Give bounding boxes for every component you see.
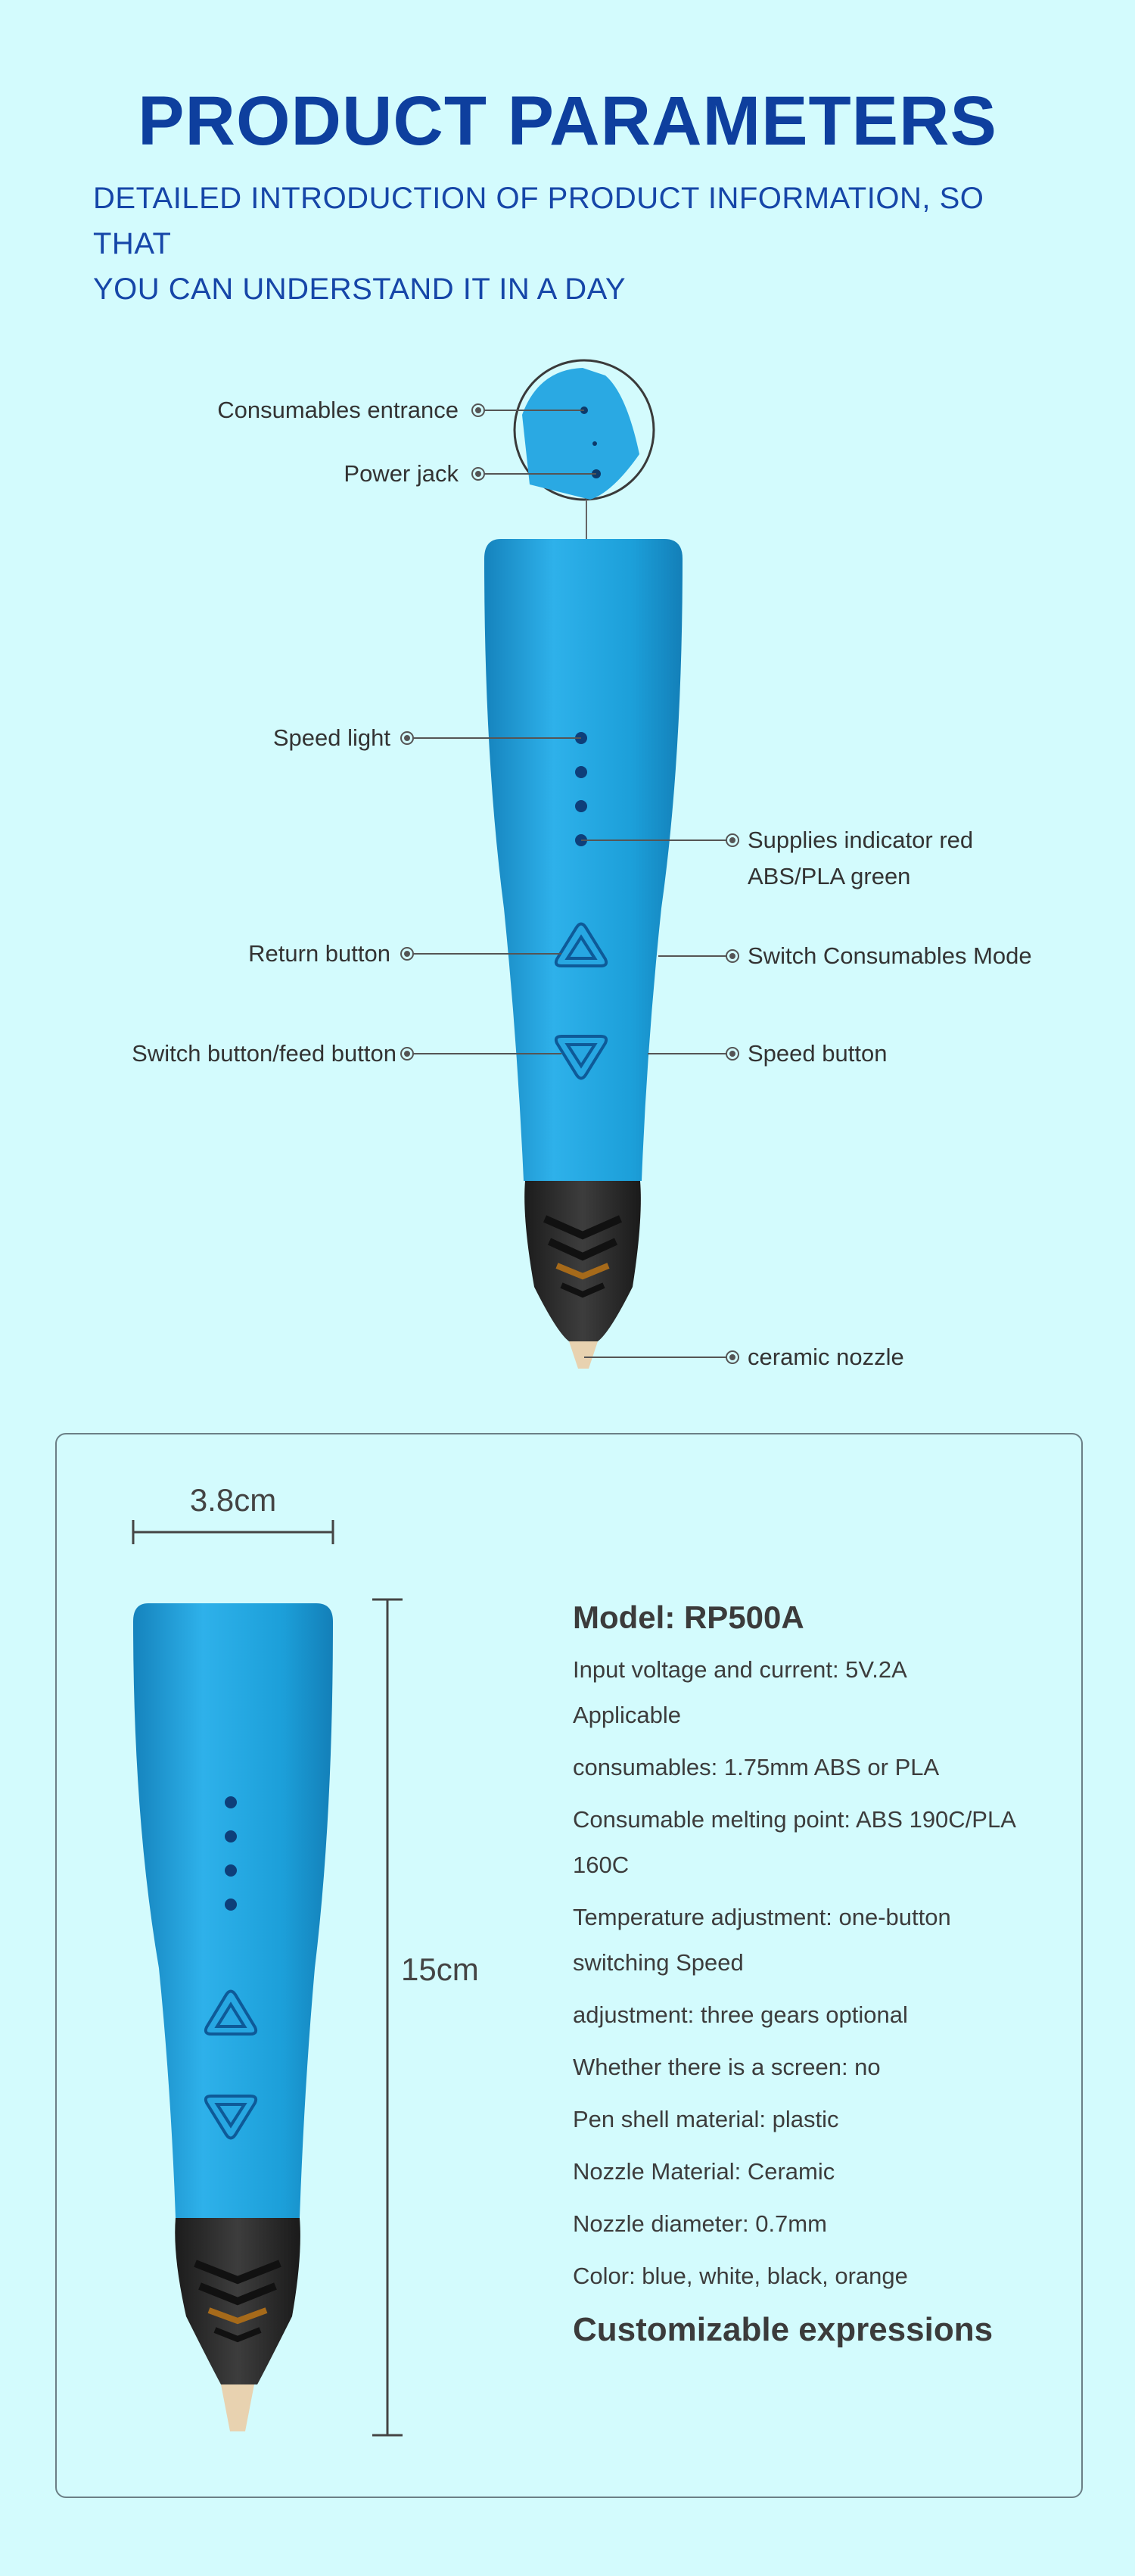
subtitle-line-1: DETAILED INTRODUCTION OF PRODUCT INFORMATION, SO THAT: [93, 182, 984, 260]
callout-supplies-indicator: [748, 822, 1111, 895]
model-heading: Model: RP500A: [573, 1599, 804, 1635]
spec-line: Nozzle Material: Ceramic: [573, 2158, 835, 2185]
customizable-heading: Customizable expressions: [573, 2311, 994, 2348]
spec-line: Applicable: [573, 1702, 682, 1728]
spec-line: Color: blue, white, black, orange: [573, 2263, 908, 2289]
callout-supplies-indicator-line-2: ABS/PLA green: [748, 863, 911, 889]
spec-line: adjustment: three gears optional: [573, 2001, 908, 2028]
spec-line: Temperature adjustment: one-button: [573, 1904, 951, 1930]
page-title: PRODUCT PARAMETERS: [138, 83, 997, 160]
callout-switch-feed-button: Switch button/feed button: [132, 1040, 396, 1067]
callout-speed-light: Speed light: [272, 724, 390, 751]
top-detail-magnifier: [515, 360, 654, 539]
callout-supplies-indicator-line-1: Supplies indicator red: [748, 827, 974, 853]
spec-line: 160C: [573, 1852, 630, 1878]
callout-speed-button: Speed button: [748, 1040, 888, 1067]
callout-return-button: Return button: [248, 940, 390, 967]
callout-ceramic-nozzle: ceramic nozzle: [748, 1344, 904, 1370]
width-dimension-label: 3.8cm: [189, 1482, 277, 1518]
callout-consumables-entrance: Consumables entrance: [217, 397, 459, 423]
callout-switch-consumables-mode: Switch Consumables Mode: [748, 942, 1032, 969]
spec-line: consumables: 1.75mm ABS or PLA: [573, 1754, 940, 1780]
callout-power-jack: Power jack: [344, 460, 459, 487]
spec-line: Nozzle diameter: 0.7mm: [573, 2210, 827, 2237]
subtitle-line-2: YOU CAN UNDERSTAND IT IN A DAY: [93, 273, 627, 306]
spec-line: Input voltage and current: 5V.2A: [573, 1656, 907, 1683]
spec-line: Consumable melting point: ABS 190C/PLA: [573, 1806, 1016, 1833]
spec-line: Pen shell material: plastic: [573, 2106, 839, 2132]
length-dimension-label: 15cm: [401, 1951, 479, 1987]
spec-line: Whether there is a screen: no: [573, 2054, 881, 2080]
spec-line: switching Speed: [573, 1949, 744, 1976]
